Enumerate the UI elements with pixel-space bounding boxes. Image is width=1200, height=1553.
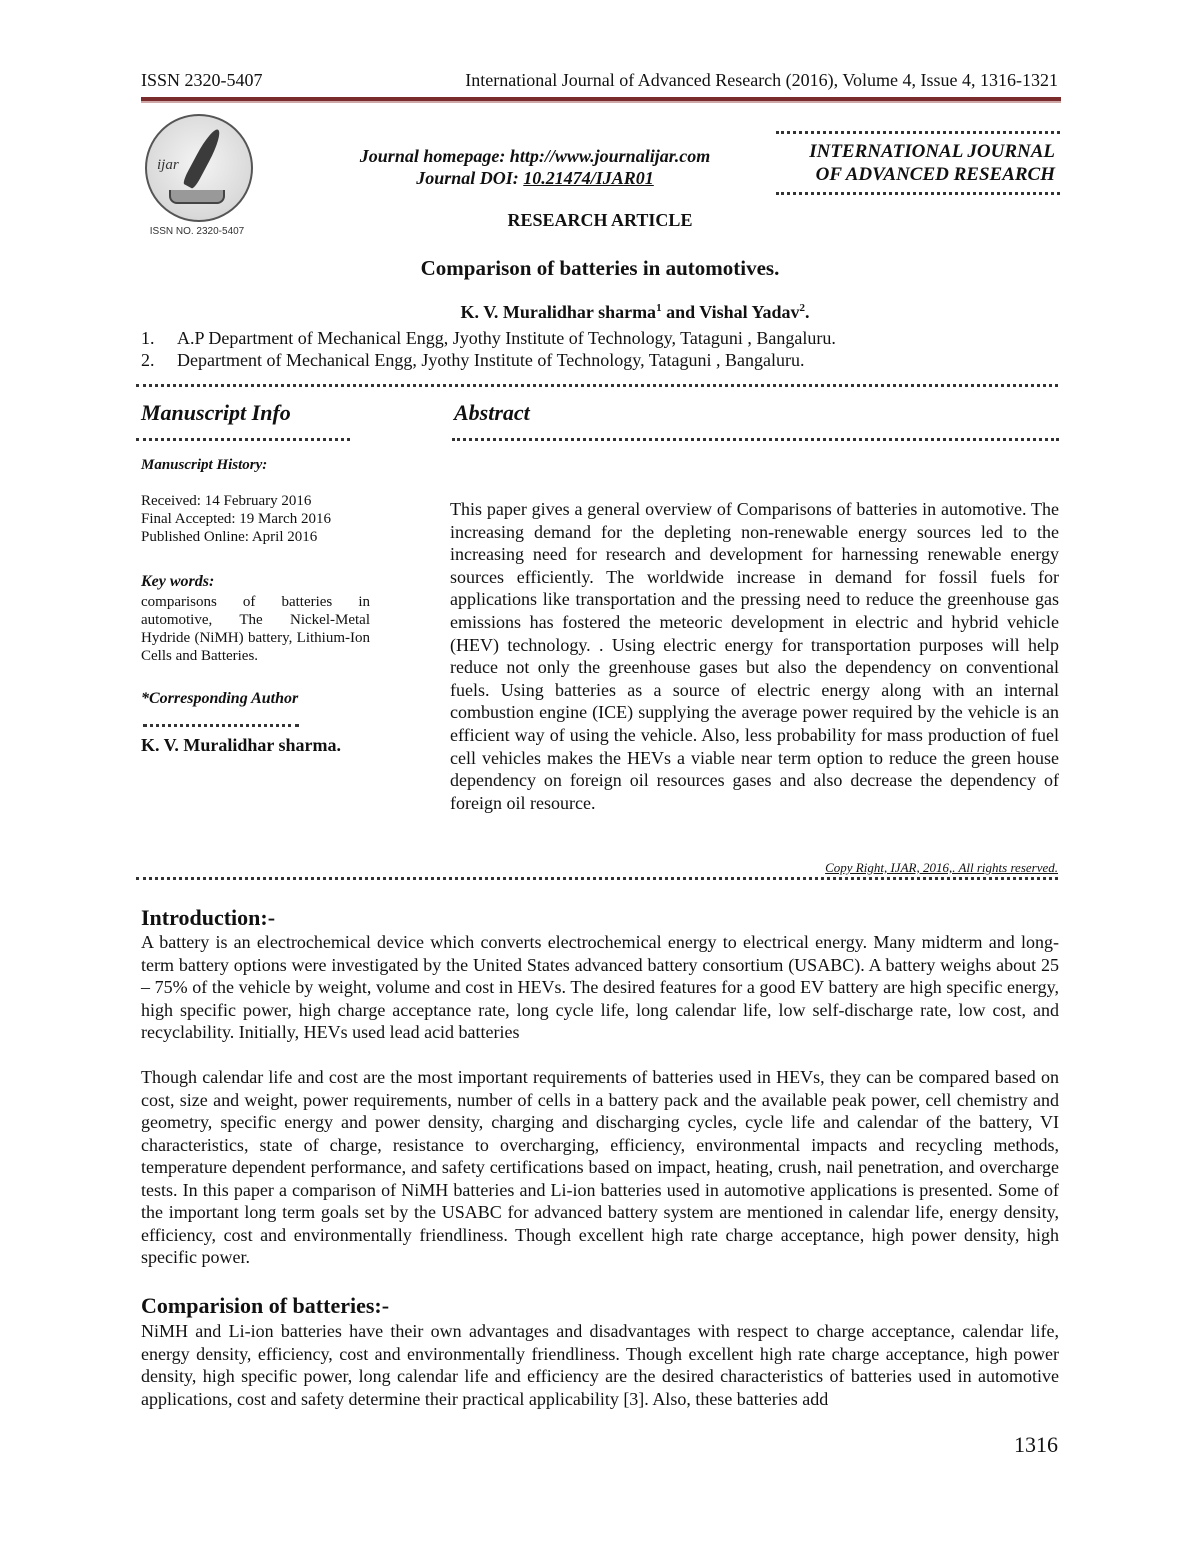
manuscript-history-heading: Manuscript History:	[141, 457, 268, 473]
affiliation-number: 2.	[141, 350, 155, 370]
abstract-heading: Abstract	[454, 400, 530, 425]
journal-info	[300, 145, 770, 189]
keywords-text: comparisons of batteries in automotive, The Nickel-Metal Hydride (NiMH) battery, Lithium-Ion Cells and Batteries.	[141, 594, 370, 664]
corresponding-author-name: K. V. Muralidhar sharma.	[141, 735, 342, 755]
author-2: and Vishal Yadav	[661, 302, 800, 322]
manuscript-info-heading: Manuscript Info	[141, 400, 291, 425]
logo-text: ijar	[157, 157, 179, 173]
page-number: 1316	[1014, 1432, 1058, 1457]
dotted-rule	[136, 384, 1058, 387]
journal-homepage[interactable]: Journal homepage: http://www.journalijar.com	[359, 146, 711, 166]
copyright-notice: Copy Right, IJAR, 2016,. All rights reserved.	[825, 860, 1058, 875]
abstract-text: This paper gives a general overview of Comparisons of batteries in automotive. The increasing demand for the depleting non-renewable energy sources led to the increasing need for research and development for harnessing renewable energy sources efficiently. The worldwide increase in demand for fossil fuels for applications like transportation and the pressing need to reduce the greenhouse gas emissions has fostered the meteoric development in electric and hybrid vehicle (HEV) technology. . Using electric energy for transportation purposes will help reduce not only the greenhouse gases but also the dependency on conventional fuels. Using batteries as a source of electric energy along with an internal combustion engine (ICE) supplying the average power required by the vehicle is an efficient way of using the vehicle. Also, less probability for mass production of fuel cell vehicles makes the HEVs a viable near term option to reduce the green house dependency on foreign oil resources gases and also decrease the dependency of foreign oil resource.	[450, 499, 1059, 813]
header-rule	[141, 97, 1061, 103]
logo-issn: ISSN NO. 2320-5407	[149, 226, 245, 237]
author-line	[0, 302, 1200, 323]
affiliation-text: Department of Mechanical Engg, Jyothy Institute of Technology, Tataguni , Bangaluru.	[177, 350, 805, 370]
accepted-date: Final Accepted: 19 March 2016	[141, 511, 331, 527]
comparison-paragraph-1: NiMH and Li-ion batteries have their own advantages and disadvantages with respect to charge acceptance, calendar life, energy density, efficiency, cost and environmentally friendliness. Though excellent high rate charge acceptance, high power density, high specific power, long calendar life and efficiency are the desired characteristics of batteries used in automotive applications, cost and safety determine their practical applicability [3]. Also, these batteries add	[141, 1321, 1059, 1409]
affiliation-1	[141, 328, 836, 349]
doi-link[interactable]: 10.21474/IJAR01	[523, 168, 654, 188]
dotted-rule	[136, 438, 350, 441]
published-date: Published Online: April 2016	[141, 529, 318, 545]
affiliation-text: A.P Department of Mechanical Engg, Jyothy Institute of Technology, Tataguni , Bangaluru.	[177, 328, 836, 348]
introduction-paragraph-1: A battery is an electrochemical device which converts electrochemical energy to electrical energy. Many midterm and long-term battery options were investigated by the United States advanced battery consortium (USABC). A battery weighs about 25 – 75% of the vehicle by weight, volume and cost in HEVs. The desired features for a good EV battery are high specific energy, high specific power, high charge acceptance rate, long cycle life, long calendar life, low self-discharge rate, low cost, and recyclability. Initially, HEVs used lead acid batteries	[141, 932, 1059, 1042]
corresponding-author-heading: *Corresponding Author	[141, 690, 299, 707]
author-1-affil-mark: 1	[656, 302, 662, 314]
dotted-rule	[776, 131, 1060, 134]
dotted-rule	[452, 438, 1059, 441]
comparison-heading: Comparision of batteries:-	[141, 1293, 390, 1318]
received-date: Received: 14 February 2016	[141, 493, 312, 509]
dotted-rule	[776, 192, 1060, 195]
open-book-icon	[169, 190, 225, 204]
introduction-heading: Introduction:-	[141, 905, 276, 930]
journal-name-box	[776, 131, 1060, 195]
keywords-heading: Key words:	[141, 573, 215, 590]
dotted-rule	[136, 877, 1058, 880]
journal-doi	[300, 167, 770, 189]
running-header-journal: International Journal of Advanced Research (2016), Volume 4, Issue 4, 1316-1321	[465, 70, 1058, 90]
affiliation-2	[141, 350, 805, 371]
article-type: RESEARCH ARTICLE	[507, 210, 693, 230]
author-1: K. V. Muralidhar sharma	[460, 302, 657, 322]
dotted-rule	[143, 724, 299, 727]
author-line-end: .	[804, 302, 810, 322]
doi-label: Journal DOI:	[416, 168, 524, 188]
introduction-paragraph-2: Though calendar life and cost are the most important requirements of batteries used in HEVs, they can be compared based on cost, size and weight, power requirements, number of cells in a battery pack and the available peak power, cell chemistry and geometry, specific energy and power density, charging and discharging cycles, cycle life and calendar of the battery, VI characteristics, state of charge, resistance to overcharging, efficiency, environmental impacts and recycling methods, temperature dependent performance, and safety certifications based on impact, heating, crush, nail penetration, and overcharge tests. In this paper a comparison of NiMH batteries and Li-ion batteries used in automotive applications is presented. Some of the important long term goals set by the USABC for advanced battery system are mentioned in calendar life, energy density, efficiency, cost and environmentally friendliness. Though excellent high rate charge acceptance, high power density, high specific power.	[141, 1067, 1059, 1267]
journal-name-line2: OF ADVANCED RESEARCH	[815, 164, 1055, 185]
author-2-affil-mark: 2	[799, 302, 805, 314]
running-header-issn: ISSN 2320-5407	[141, 70, 263, 90]
affiliation-number: 1.	[141, 328, 155, 348]
journal-name-line1: INTERNATIONAL JOURNAL	[809, 141, 1055, 162]
article-title: Comparison of batteries in automotives.	[420, 256, 780, 280]
manuscript-dates	[141, 492, 370, 546]
